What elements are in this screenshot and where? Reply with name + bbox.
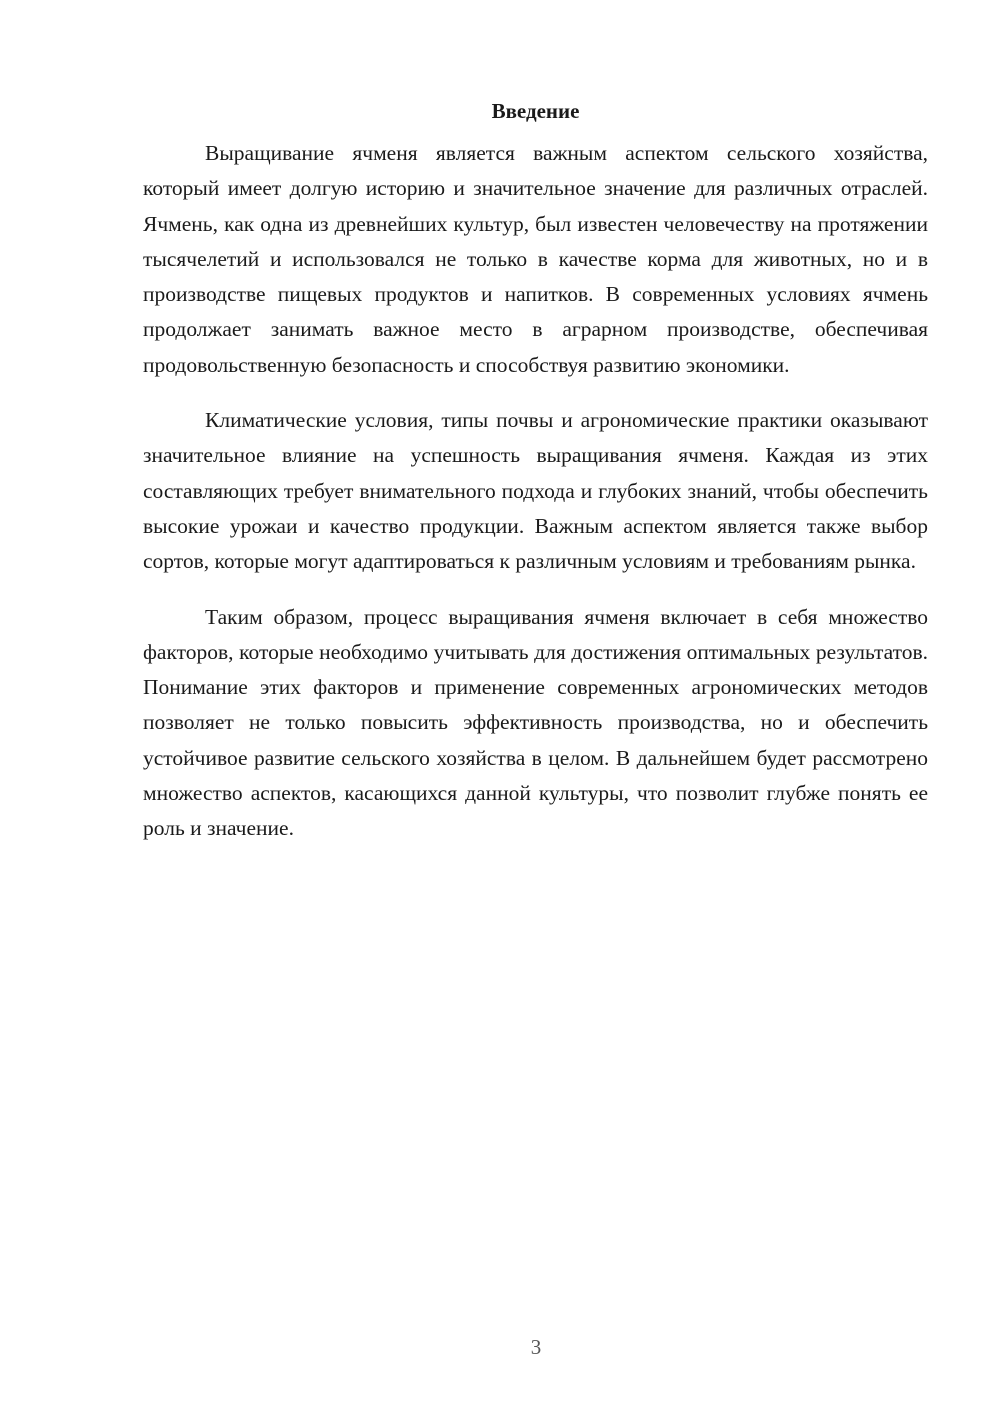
paragraph-3: Таким образом, процесс выращивания ячменя включает в себя множество факторов, которые необходимо учитывать для достижения оптимальных результатов. Понимание этих факторов и применение современных агрономических методов позволяет не только повысить эффективность производства, но и обеспечить устойчивое развитие сельского хозяйства в целом. В дальнейшем будет рассмотрено множество аспектов, касающихся данной культуры, что позволит глубже понять ее роль и значение. (143, 604, 928, 841)
page-number: 3 (530, 1335, 542, 1359)
page-content (143, 96, 928, 847)
section-heading: Введение (491, 99, 580, 123)
paragraph-2: Климатические условия, типы почвы и агрономические практики оказывают значительное влияние на успешность выращивания ячменя. Каждая из этих составляющих требует внимательного подхода и глубоких знаний, чтобы обеспечить высокие урожаи и качество продукции. Важным аспектом является также выбор сортов, которые могут адаптироваться к различным условиям и требованиям рынка. (143, 408, 928, 574)
paragraph-1: Выращивание ячменя является важным аспектом сельского хозяйства, который имеет долгую историю и значительное значение для различных отраслей. Ячмень, как одна из древнейших культур, был известен человечеству на протяжении тысячелетий и использовался не только в качестве корма для животных, но и в производстве пищевых продуктов и напитков. В современных условиях ячмень продолжает занимать важное место в аграрном производстве, обеспечивая продовольственную безопасность и способствуя развитию экономики. (143, 141, 928, 377)
